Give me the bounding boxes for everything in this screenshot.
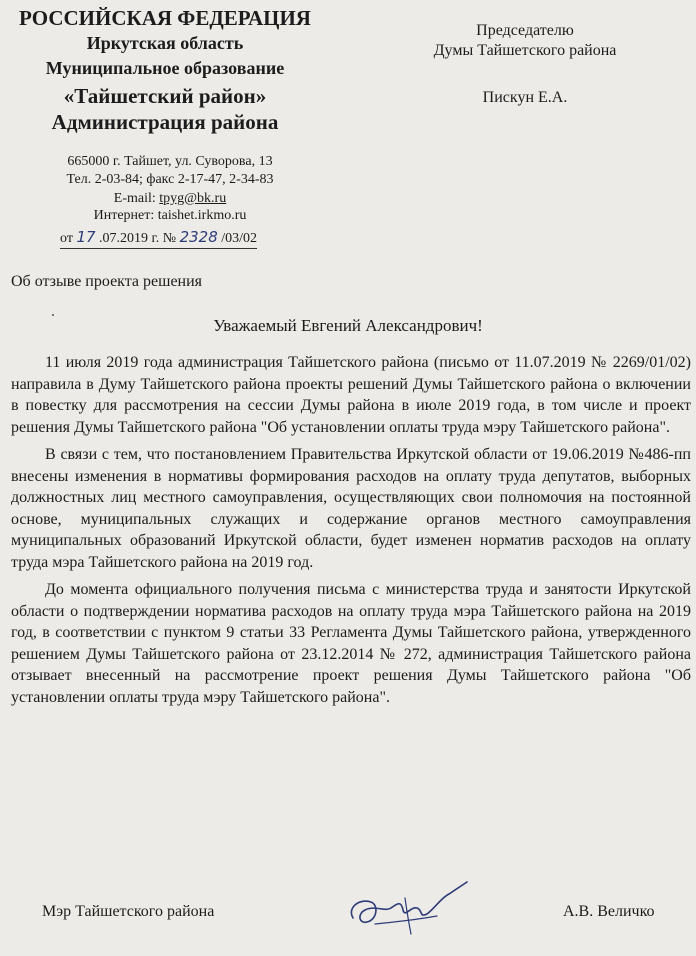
letter-body xyxy=(11,352,691,714)
handwritten-signature xyxy=(345,878,475,938)
ref-suffix: /03/02 xyxy=(221,231,258,246)
postal-address: 665000 г. Тайшет, ул. Суворова, 13 xyxy=(67,154,273,169)
administration-title: Администрация района xyxy=(51,110,279,134)
ref-number-handwritten: 2328 xyxy=(179,228,218,246)
ref-day-handwritten: 17 xyxy=(76,228,96,246)
signature-stroke xyxy=(351,882,467,922)
municipality-title: Муниципальное образование xyxy=(45,58,285,78)
country-title: РОССИЙСКАЯ ФЕДЕРАЦИЯ xyxy=(19,6,311,30)
recipient-organization: Думы Тайшетского района xyxy=(433,42,617,59)
greeting: Уважаемый Евгений Александрович! xyxy=(213,316,483,335)
ref-prefix: от xyxy=(60,231,73,246)
email-line xyxy=(20,191,320,207)
phone-numbers: Тел. 2-03-84; факс 2-17-47, 2-34-83 xyxy=(66,172,274,187)
signature-flourish xyxy=(405,898,411,934)
paragraph-2: В связи с тем, что постановлением Правительства Иркутской области от 19.06.2019 №486-пп внесены изменения в нормативы формирования расходов на оплату труда депутатов, выборных должностных лиц местного самоуправления, осуществляющих свои полномочия на постоянной основе, муниципальных служащих и содержание органов местного самоуправления муниципальных образований Иркутской области, будет изменен норматив расходов на оплату труда мэра Тайшетского района на 2019 год. xyxy=(11,446,691,571)
paragraph-1: 11 июля 2019 года администрация Тайшетского района (письмо от 11.07.2019 № 2269/01/02) направила в Думу Тайшетского района проекты решений Думы Тайшетского района о включении в повестку для рассмотрения на сессии Думы района в июле 2019 года, в том числе и проект решения Думы Тайшетского района "Об установлении оплаты труда мэру Тайшетского района". xyxy=(11,354,691,436)
ref-date: .07.2019 г. № xyxy=(99,231,177,246)
subject-line: Об отзыве проекта решения xyxy=(11,273,203,290)
reference-line xyxy=(60,228,257,249)
signatory-position: Мэр Тайшетского района xyxy=(42,903,215,920)
signature-underline xyxy=(375,916,437,924)
recipient-name: Пискун Е.А. xyxy=(482,89,568,106)
website-line: Интернет: taishet.irkmo.ru xyxy=(93,208,247,223)
district-title: «Тайшетский район» xyxy=(63,84,267,108)
paragraph-3: До момента официального получения письма с министерства труда и занятости Иркутской области о подтверждении норматива расходов на оплату труда мэра Тайшетского района на 2019 год, в соответствии с пунктом 9 статьи 33 Регламента Думы Тайшетского района, утвержденного решением Думы Тайшетского района от 23.12.2014 № 272, администрация Тайшетского района отзывает внесенный на рассмотрение проект решения Думы Тайшетского района "Об установлении оплаты труда мэру Тайшетского района". xyxy=(11,581,691,706)
recipient-title: Председателю xyxy=(476,22,574,39)
region-title: Иркутская область xyxy=(86,33,244,53)
email-label: E-mail: xyxy=(113,191,160,206)
email-address: tpyg@bk.ru xyxy=(159,191,227,206)
signatory-name: А.В. Величко xyxy=(563,903,655,920)
